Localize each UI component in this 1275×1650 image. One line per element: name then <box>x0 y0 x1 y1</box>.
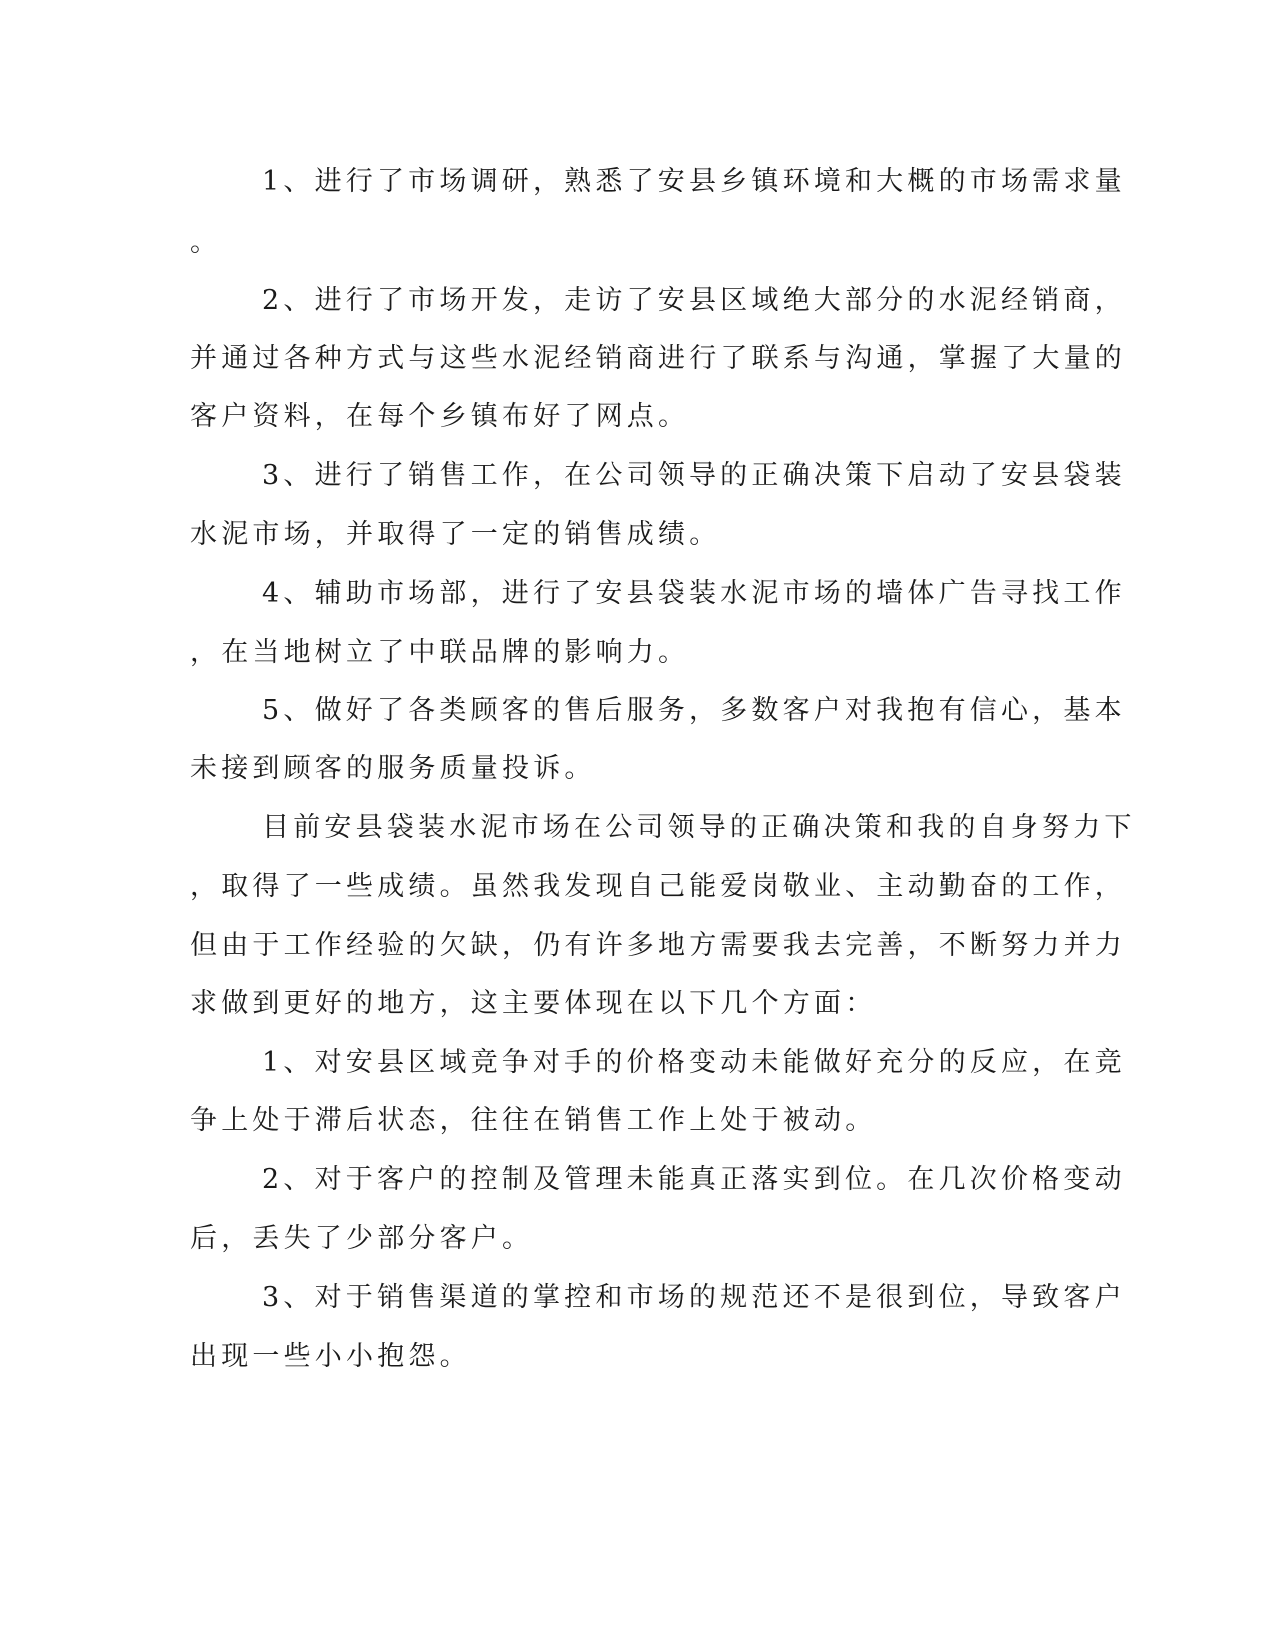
text-line: 2、对于客户的控制及管理未能真正落实到位。在几次价格变动 <box>262 1164 1126 1195</box>
text-line: 3、进行了销售工作，在公司领导的正确决策下启动了安县袋装 <box>262 460 1126 491</box>
text-line: 1、进行了市场调研，熟悉了安县乡镇环境和大概的市场需求量 <box>262 166 1126 197</box>
text-line: 目前安县袋装水泥市场在公司领导的正确决策和我的自身努力下 <box>262 812 1136 843</box>
text-line: 客户资料，在每个乡镇布好了网点。 <box>190 401 690 432</box>
text-line: 后，丢失了少部分客户。 <box>190 1223 534 1254</box>
text-line: 但由于工作经验的欠缺，仍有许多地方需要我去完善，不断努力并力 <box>190 930 1126 961</box>
text-line: 1、对安县区域竞争对手的价格变动未能做好充分的反应，在竞 <box>262 1047 1126 1078</box>
text-line: 2、进行了市场开发，走访了安县区域绝大部分的水泥经销商， <box>262 285 1126 316</box>
text-line: 未接到顾客的服务质量投诉。 <box>190 753 596 784</box>
text-line: 并通过各种方式与这些水泥经销商进行了联系与沟通，掌握了大量的 <box>190 343 1126 374</box>
text-line: 5、做好了各类顾客的售后服务，多数客户对我抱有信心，基本 <box>262 695 1126 726</box>
text-line: 3、对于销售渠道的掌控和市场的规范还不是很到位，导致客户 <box>262 1282 1126 1313</box>
text-line: 4、辅助市场部，进行了安县袋装水泥市场的墙体广告寻找工作 <box>262 578 1126 609</box>
text-line: 水泥市场，并取得了一定的销售成绩。 <box>190 519 721 550</box>
text-line: ，取得了一些成绩。虽然我发现自己能爱岗敬业、主动勤奋的工作， <box>190 871 1126 902</box>
text-line: 求做到更好的地方，这主要体现在以下几个方面： <box>190 988 877 1019</box>
text-line: 。 <box>190 227 222 258</box>
text-line: 争上处于滞后状态，往往在销售工作上处于被动。 <box>190 1105 877 1136</box>
text-line: 出现一些小小抱怨。 <box>190 1341 471 1372</box>
text-line: ，在当地树立了中联品牌的影响力。 <box>190 637 690 668</box>
